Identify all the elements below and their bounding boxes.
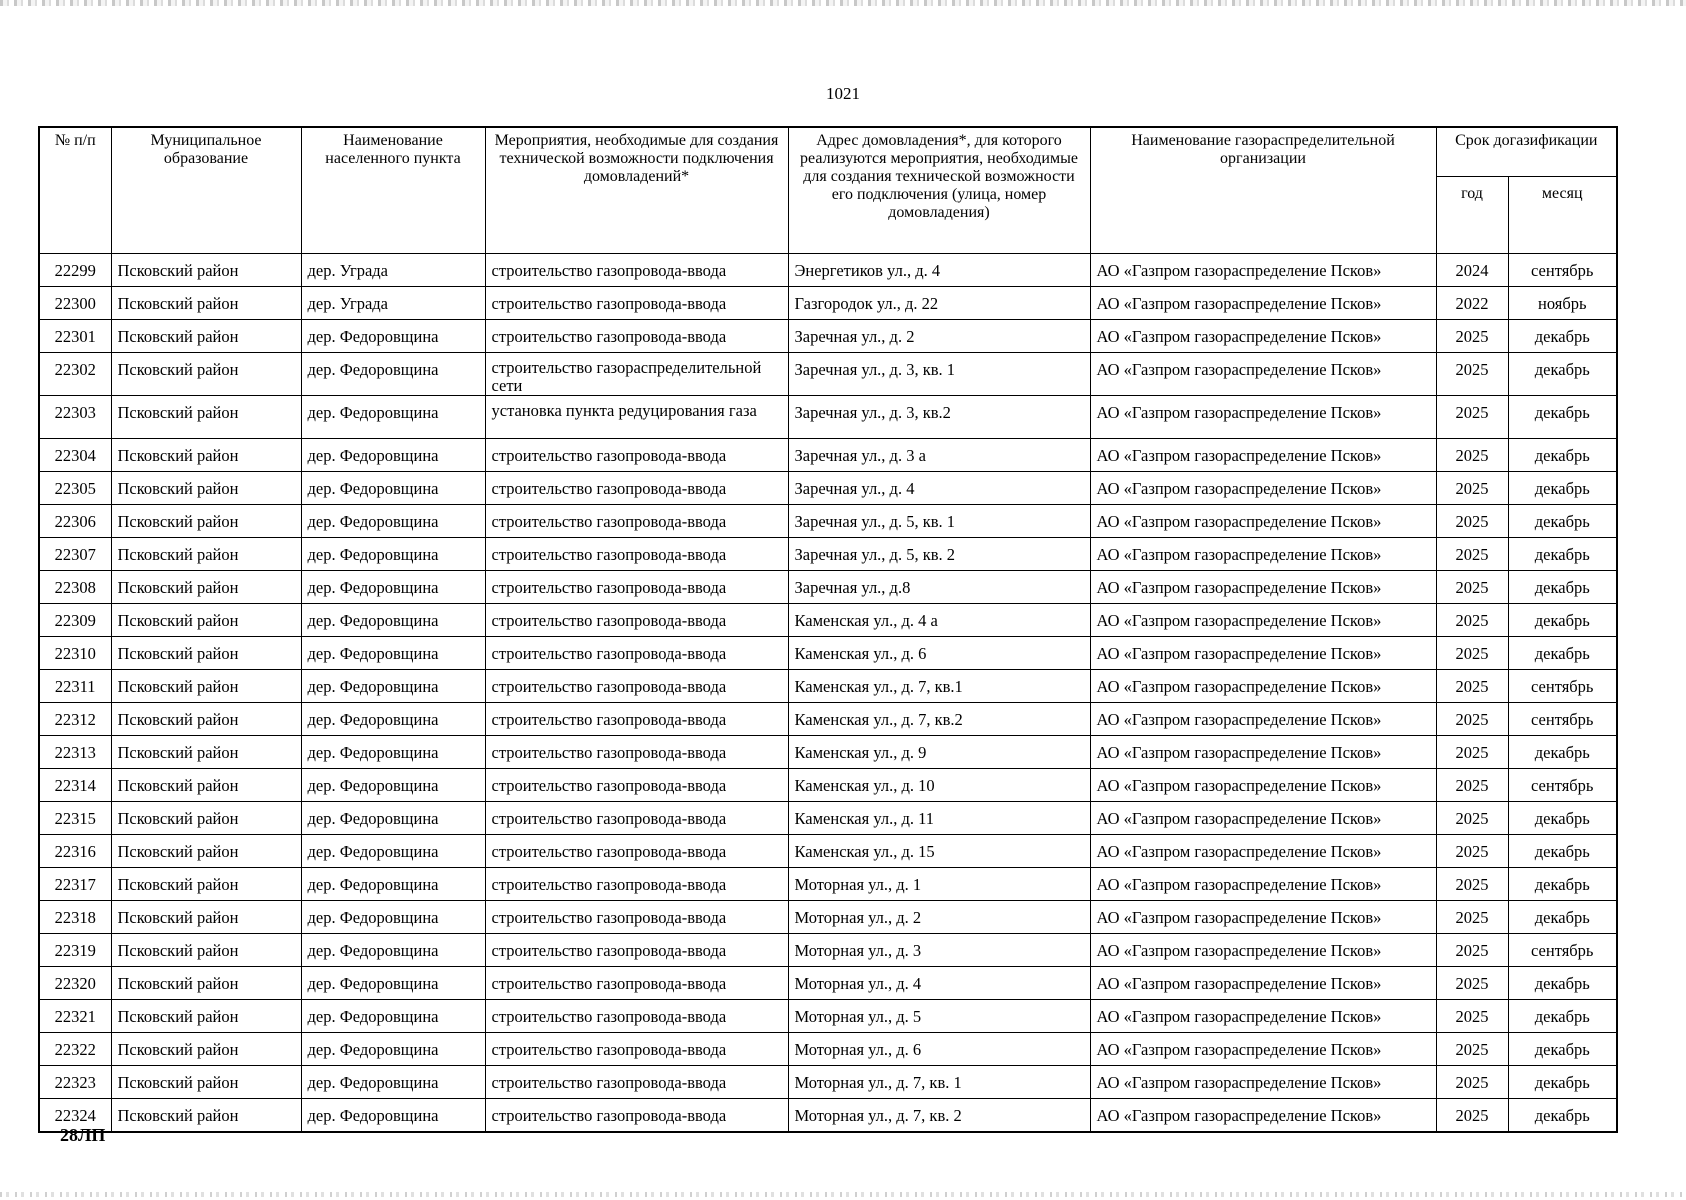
- cell-municipality: Псковский район: [111, 287, 301, 320]
- cell-organization: АО «Газпром газораспределение Псков»: [1090, 472, 1436, 505]
- cell-measure: установка пункта редуцирования газа: [485, 396, 788, 439]
- cell-municipality: Псковский район: [111, 1066, 301, 1099]
- cell-measure: строительство газопровода-ввода: [485, 802, 788, 835]
- cell-municipality: Псковский район: [111, 538, 301, 571]
- cell-month: декабрь: [1508, 1099, 1617, 1133]
- cell-measure: строительство газопровода-ввода: [485, 670, 788, 703]
- cell-num: 22306: [39, 505, 111, 538]
- cell-measure: строительство газопровода-ввода: [485, 637, 788, 670]
- cell-month: декабрь: [1508, 1000, 1617, 1033]
- cell-month: декабрь: [1508, 637, 1617, 670]
- cell-settlement: дер. Федоровщина: [301, 934, 485, 967]
- cell-year: 2025: [1436, 802, 1508, 835]
- cell-organization: АО «Газпром газораспределение Псков»: [1090, 604, 1436, 637]
- cell-organization: АО «Газпром газораспределение Псков»: [1090, 1033, 1436, 1066]
- cell-organization: АО «Газпром газораспределение Псков»: [1090, 637, 1436, 670]
- cell-settlement: дер. Федоровщина: [301, 472, 485, 505]
- header-deadline: Срок догазификации: [1436, 127, 1617, 177]
- cell-municipality: Псковский район: [111, 901, 301, 934]
- cell-year: 2025: [1436, 571, 1508, 604]
- cell-address: Заречная ул., д. 3, кв.2: [788, 396, 1090, 439]
- cell-organization: АО «Газпром газораспределение Псков»: [1090, 1099, 1436, 1133]
- cell-year: 2025: [1436, 604, 1508, 637]
- cell-settlement: дер. Федоровщина: [301, 1033, 485, 1066]
- cell-address: Каменская ул., д. 6: [788, 637, 1090, 670]
- header-month: месяц: [1508, 177, 1617, 254]
- cell-month: декабрь: [1508, 967, 1617, 1000]
- table-row: [39, 868, 1617, 901]
- cell-num: 22320: [39, 967, 111, 1000]
- table-row: [39, 320, 1617, 353]
- cell-year: 2025: [1436, 736, 1508, 769]
- cell-municipality: Псковский район: [111, 604, 301, 637]
- cell-year: 2025: [1436, 1000, 1508, 1033]
- cell-measure: строительство газопровода-ввода: [485, 538, 788, 571]
- cell-year: 2025: [1436, 769, 1508, 802]
- cell-year: 2025: [1436, 320, 1508, 353]
- cell-month: сентябрь: [1508, 934, 1617, 967]
- cell-month: декабрь: [1508, 538, 1617, 571]
- header-settlement: Наименование населенного пункта: [301, 127, 485, 254]
- cell-num: 22313: [39, 736, 111, 769]
- cell-month: декабрь: [1508, 472, 1617, 505]
- cell-settlement: дер. Федоровщина: [301, 1066, 485, 1099]
- cell-num: 22324: [39, 1099, 111, 1133]
- cell-month: декабрь: [1508, 505, 1617, 538]
- table-row: [39, 353, 1617, 396]
- cell-year: 2025: [1436, 505, 1508, 538]
- cell-address: Моторная ул., д. 6: [788, 1033, 1090, 1066]
- cell-num: 22311: [39, 670, 111, 703]
- cell-num: 22301: [39, 320, 111, 353]
- cell-num: 22315: [39, 802, 111, 835]
- cell-num: 22310: [39, 637, 111, 670]
- cell-num: 22302: [39, 353, 111, 396]
- cell-municipality: Псковский район: [111, 934, 301, 967]
- cell-address: Каменская ул., д. 4 а: [788, 604, 1090, 637]
- cell-organization: АО «Газпром газораспределение Псков»: [1090, 703, 1436, 736]
- cell-organization: АО «Газпром газораспределение Псков»: [1090, 1066, 1436, 1099]
- cell-num: 22300: [39, 287, 111, 320]
- cell-address: Моторная ул., д. 4: [788, 967, 1090, 1000]
- cell-address: Каменская ул., д. 10: [788, 769, 1090, 802]
- cell-organization: АО «Газпром газораспределение Псков»: [1090, 353, 1436, 396]
- cell-address: Моторная ул., д. 7, кв. 2: [788, 1099, 1090, 1133]
- cell-settlement: дер. Федоровщина: [301, 439, 485, 472]
- cell-num: 22303: [39, 396, 111, 439]
- cell-municipality: Псковский район: [111, 703, 301, 736]
- cell-num: 22299: [39, 254, 111, 287]
- cell-num: 22307: [39, 538, 111, 571]
- header-municipality: Муниципальное образование: [111, 127, 301, 254]
- table-row: [39, 254, 1617, 287]
- cell-municipality: Псковский район: [111, 254, 301, 287]
- cell-municipality: Псковский район: [111, 736, 301, 769]
- table-row: [39, 967, 1617, 1000]
- cell-num: 22304: [39, 439, 111, 472]
- table-row: [39, 538, 1617, 571]
- table-row: [39, 439, 1617, 472]
- cell-settlement: дер. Федоровщина: [301, 769, 485, 802]
- cell-year: 2025: [1436, 868, 1508, 901]
- cell-settlement: дер. Федоровщина: [301, 736, 485, 769]
- cell-municipality: Псковский район: [111, 472, 301, 505]
- cell-address: Заречная ул., д. 5, кв. 2: [788, 538, 1090, 571]
- cell-settlement: дер. Федоровщина: [301, 505, 485, 538]
- table-row: [39, 1000, 1617, 1033]
- cell-organization: АО «Газпром газораспределение Псков»: [1090, 254, 1436, 287]
- cell-address: Моторная ул., д. 5: [788, 1000, 1090, 1033]
- cell-month: декабрь: [1508, 802, 1617, 835]
- table-row: [39, 604, 1617, 637]
- table-body: [39, 254, 1617, 1133]
- table-row: [39, 472, 1617, 505]
- cell-organization: АО «Газпром газораспределение Псков»: [1090, 505, 1436, 538]
- cell-address: Каменская ул., д. 7, кв.1: [788, 670, 1090, 703]
- table-row: [39, 835, 1617, 868]
- cell-year: 2022: [1436, 287, 1508, 320]
- cell-settlement: дер. Федоровщина: [301, 868, 485, 901]
- cell-measure: строительство газопровода-ввода: [485, 934, 788, 967]
- cell-year: 2025: [1436, 901, 1508, 934]
- cell-month: сентябрь: [1508, 670, 1617, 703]
- cell-measure: строительство газопровода-ввода: [485, 254, 788, 287]
- table-row: [39, 670, 1617, 703]
- cell-year: 2025: [1436, 835, 1508, 868]
- cell-measure: строительство газопровода-ввода: [485, 835, 788, 868]
- page-number: 1021: [826, 84, 860, 103]
- table-row: [39, 736, 1617, 769]
- cell-settlement: дер. Федоровщина: [301, 835, 485, 868]
- cell-address: Моторная ул., д. 1: [788, 868, 1090, 901]
- cell-num: 22312: [39, 703, 111, 736]
- cell-municipality: Псковский район: [111, 320, 301, 353]
- cell-year: 2025: [1436, 670, 1508, 703]
- cell-settlement: дер. Федоровщина: [301, 802, 485, 835]
- cell-measure: строительство газопровода-ввода: [485, 868, 788, 901]
- header-address: Адрес домовладения*, для которого реализуются мероприятия, необходимые для создания технической возможности его подключения (улица, номер домовладения): [788, 127, 1090, 254]
- cell-address: Каменская ул., д. 11: [788, 802, 1090, 835]
- cell-settlement: дер. Федоровщина: [301, 604, 485, 637]
- cell-organization: АО «Газпром газораспределение Псков»: [1090, 967, 1436, 1000]
- cell-month: декабрь: [1508, 396, 1617, 439]
- cell-settlement: дер. Федоровщина: [301, 637, 485, 670]
- cell-num: 22323: [39, 1066, 111, 1099]
- cell-organization: АО «Газпром газораспределение Псков»: [1090, 320, 1436, 353]
- cell-municipality: Псковский район: [111, 835, 301, 868]
- cell-organization: АО «Газпром газораспределение Псков»: [1090, 396, 1436, 439]
- scan-edge-bottom: [0, 1192, 1686, 1197]
- cell-measure: строительство газопровода-ввода: [485, 769, 788, 802]
- cell-address: Энергетиков ул., д. 4: [788, 254, 1090, 287]
- gasification-table: [38, 126, 1618, 1133]
- cell-settlement: дер. Федоровщина: [301, 703, 485, 736]
- cell-address: Заречная ул., д. 3 а: [788, 439, 1090, 472]
- cell-organization: АО «Газпром газораспределение Псков»: [1090, 769, 1436, 802]
- cell-municipality: Псковский район: [111, 670, 301, 703]
- cell-settlement: дер. Уграда: [301, 287, 485, 320]
- cell-month: ноябрь: [1508, 287, 1617, 320]
- cell-address: Заречная ул., д. 4: [788, 472, 1090, 505]
- cell-municipality: Псковский район: [111, 505, 301, 538]
- cell-measure: строительство газопровода-ввода: [485, 1066, 788, 1099]
- table-row: [39, 1099, 1617, 1133]
- cell-measure: строительство газораспределительной сети: [485, 353, 788, 396]
- cell-measure: строительство газопровода-ввода: [485, 472, 788, 505]
- cell-num: 22322: [39, 1033, 111, 1066]
- cell-measure: строительство газопровода-ввода: [485, 901, 788, 934]
- cell-municipality: Псковский район: [111, 802, 301, 835]
- cell-address: Заречная ул., д. 2: [788, 320, 1090, 353]
- cell-year: 2025: [1436, 472, 1508, 505]
- cell-address: Каменская ул., д. 15: [788, 835, 1090, 868]
- cell-organization: АО «Газпром газораспределение Псков»: [1090, 934, 1436, 967]
- cell-month: сентябрь: [1508, 703, 1617, 736]
- cell-num: 22317: [39, 868, 111, 901]
- cell-num: 22321: [39, 1000, 111, 1033]
- table-row: [39, 396, 1617, 439]
- table-row: [39, 802, 1617, 835]
- cell-month: сентябрь: [1508, 769, 1617, 802]
- cell-municipality: Псковский район: [111, 396, 301, 439]
- cell-month: декабрь: [1508, 868, 1617, 901]
- cell-num: 22314: [39, 769, 111, 802]
- cell-num: 22318: [39, 901, 111, 934]
- cell-month: декабрь: [1508, 901, 1617, 934]
- cell-address: Газгородок ул., д. 22: [788, 287, 1090, 320]
- cell-settlement: дер. Федоровщина: [301, 1099, 485, 1133]
- cell-settlement: дер. Федоровщина: [301, 538, 485, 571]
- cell-num: 22305: [39, 472, 111, 505]
- cell-measure: строительство газопровода-ввода: [485, 1000, 788, 1033]
- cell-address: Каменская ул., д. 7, кв.2: [788, 703, 1090, 736]
- cell-month: декабрь: [1508, 320, 1617, 353]
- cell-municipality: Псковский район: [111, 439, 301, 472]
- cell-measure: строительство газопровода-ввода: [485, 320, 788, 353]
- cell-year: 2025: [1436, 703, 1508, 736]
- cell-organization: АО «Газпром газораспределение Псков»: [1090, 802, 1436, 835]
- cell-num: 22309: [39, 604, 111, 637]
- table-row: [39, 901, 1617, 934]
- table-row: [39, 571, 1617, 604]
- cell-municipality: Псковский район: [111, 769, 301, 802]
- cell-measure: строительство газопровода-ввода: [485, 439, 788, 472]
- cell-year: 2025: [1436, 439, 1508, 472]
- cell-municipality: Псковский район: [111, 637, 301, 670]
- cell-month: декабрь: [1508, 736, 1617, 769]
- table-row: [39, 769, 1617, 802]
- header-organization: Наименование газораспределительной организации: [1090, 127, 1436, 254]
- table-row: [39, 637, 1617, 670]
- cell-month: декабрь: [1508, 1033, 1617, 1066]
- cell-month: декабрь: [1508, 439, 1617, 472]
- cell-settlement: дер. Федоровщина: [301, 320, 485, 353]
- header-year: год: [1436, 177, 1508, 254]
- cell-measure: строительство газопровода-ввода: [485, 571, 788, 604]
- cell-address: Заречная ул., д. 3, кв. 1: [788, 353, 1090, 396]
- cell-settlement: дер. Федоровщина: [301, 353, 485, 396]
- cell-measure: строительство газопровода-ввода: [485, 1099, 788, 1133]
- cell-organization: АО «Газпром газораспределение Псков»: [1090, 901, 1436, 934]
- cell-measure: строительство газопровода-ввода: [485, 736, 788, 769]
- cell-year: 2025: [1436, 637, 1508, 670]
- cell-municipality: Псковский район: [111, 1033, 301, 1066]
- table-row: [39, 934, 1617, 967]
- table-row: [39, 505, 1617, 538]
- cell-organization: АО «Газпром газораспределение Псков»: [1090, 571, 1436, 604]
- cell-measure: строительство газопровода-ввода: [485, 505, 788, 538]
- cell-municipality: Псковский район: [111, 353, 301, 396]
- table-row: [39, 1066, 1617, 1099]
- cell-measure: строительство газопровода-ввода: [485, 1033, 788, 1066]
- cell-settlement: дер. Уграда: [301, 254, 485, 287]
- cell-address: Моторная ул., д. 2: [788, 901, 1090, 934]
- cell-organization: АО «Газпром газораспределение Псков»: [1090, 439, 1436, 472]
- scan-edge-top: [0, 0, 1686, 6]
- cell-settlement: дер. Федоровщина: [301, 571, 485, 604]
- cell-municipality: Псковский район: [111, 571, 301, 604]
- cell-organization: АО «Газпром газораспределение Псков»: [1090, 868, 1436, 901]
- cell-year: 2025: [1436, 1066, 1508, 1099]
- cell-organization: АО «Газпром газораспределение Псков»: [1090, 287, 1436, 320]
- cell-address: Моторная ул., д. 7, кв. 1: [788, 1066, 1090, 1099]
- table-header: [39, 127, 1617, 254]
- cell-address: Моторная ул., д. 3: [788, 934, 1090, 967]
- cell-measure: строительство газопровода-ввода: [485, 967, 788, 1000]
- cell-year: 2025: [1436, 396, 1508, 439]
- cell-year: 2025: [1436, 934, 1508, 967]
- cell-measure: строительство газопровода-ввода: [485, 287, 788, 320]
- cell-settlement: дер. Федоровщина: [301, 670, 485, 703]
- cell-settlement: дер. Федоровщина: [301, 901, 485, 934]
- cell-settlement: дер. Федоровщина: [301, 1000, 485, 1033]
- cell-organization: АО «Газпром газораспределение Псков»: [1090, 736, 1436, 769]
- cell-num: 22319: [39, 934, 111, 967]
- cell-address: Заречная ул., д.8: [788, 571, 1090, 604]
- cell-organization: АО «Газпром газораспределение Псков»: [1090, 1000, 1436, 1033]
- cell-municipality: Псковский район: [111, 1000, 301, 1033]
- table-row: [39, 287, 1617, 320]
- table-row: [39, 703, 1617, 736]
- footer-code: 28ЛП: [60, 1125, 106, 1145]
- cell-settlement: дер. Федоровщина: [301, 967, 485, 1000]
- cell-organization: АО «Газпром газораспределение Псков»: [1090, 670, 1436, 703]
- cell-measure: строительство газопровода-ввода: [485, 703, 788, 736]
- cell-organization: АО «Газпром газораспределение Псков»: [1090, 538, 1436, 571]
- cell-municipality: Псковский район: [111, 868, 301, 901]
- cell-year: 2024: [1436, 254, 1508, 287]
- cell-month: сентябрь: [1508, 254, 1617, 287]
- cell-address: Заречная ул., д. 5, кв. 1: [788, 505, 1090, 538]
- cell-organization: АО «Газпром газораспределение Псков»: [1090, 835, 1436, 868]
- cell-year: 2025: [1436, 1099, 1508, 1133]
- cell-year: 2025: [1436, 967, 1508, 1000]
- cell-municipality: Псковский район: [111, 1099, 301, 1133]
- table-row: [39, 1033, 1617, 1066]
- cell-month: декабрь: [1508, 604, 1617, 637]
- cell-month: декабрь: [1508, 353, 1617, 396]
- cell-num: 22308: [39, 571, 111, 604]
- cell-year: 2025: [1436, 538, 1508, 571]
- cell-year: 2025: [1436, 353, 1508, 396]
- cell-month: декабрь: [1508, 571, 1617, 604]
- header-num: № п/п: [39, 127, 111, 254]
- header-measures: Мероприятия, необходимые для создания технической возможности подключения домовладений*: [485, 127, 788, 254]
- cell-month: декабрь: [1508, 1066, 1617, 1099]
- cell-municipality: Псковский район: [111, 967, 301, 1000]
- cell-month: декабрь: [1508, 835, 1617, 868]
- cell-settlement: дер. Федоровщина: [301, 396, 485, 439]
- cell-address: Каменская ул., д. 9: [788, 736, 1090, 769]
- cell-year: 2025: [1436, 1033, 1508, 1066]
- cell-num: 22316: [39, 835, 111, 868]
- cell-measure: строительство газопровода-ввода: [485, 604, 788, 637]
